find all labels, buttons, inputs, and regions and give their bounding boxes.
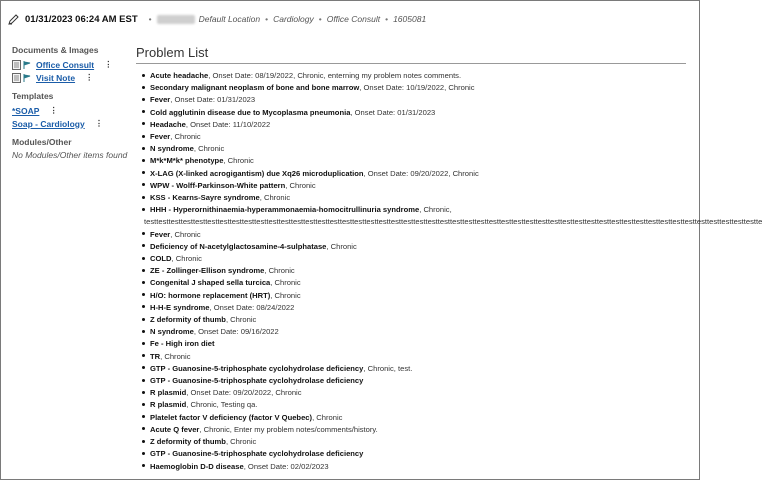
flag-icon	[23, 74, 31, 82]
problem-name: X-LAG (X-linked acrogigantism) due Xq26 microduplication	[150, 168, 364, 178]
problem-detail: , Chronic	[160, 351, 191, 361]
problem-name: Z deformity of thumb	[150, 315, 226, 325]
more-options-icon[interactable]: ⋮	[49, 105, 57, 115]
problem-detail: testtesttesttesttesttesttesttesttesttesttesttesttesttesttesttesttesttesttesttesttesttesttesttesttesttesttesttesttesttesttesttesttesttesttesttesttesttesttesttesttesttesttesttesttesttesttesttesttesttestte	[144, 217, 762, 227]
bullet-icon	[142, 342, 145, 345]
soap-template-link[interactable]: *SOAP	[12, 105, 40, 116]
bullet-icon	[142, 98, 145, 101]
redacted-provider-name	[157, 15, 195, 24]
problem-list-item	[142, 192, 686, 204]
problem-name: H-H-E syndrome	[150, 302, 210, 312]
problem-list-item	[142, 375, 686, 387]
problem-detail: , Onset Date: 09/20/2022, Chronic	[363, 168, 479, 178]
bullet-icon	[142, 318, 145, 321]
problem-name: Haemoglobin D-D disease	[150, 461, 244, 471]
bullet-icon	[142, 159, 145, 162]
edit-pen-icon[interactable]	[8, 13, 20, 25]
more-options-icon[interactable]: ⋮	[104, 59, 112, 69]
problem-detail: , Chronic, Enter my problem notes/comments/history.	[199, 424, 378, 434]
problem-detail: , Chronic	[193, 144, 225, 154]
problem-name: R plasmid	[150, 388, 187, 398]
bullet-icon	[142, 464, 145, 467]
problem-list-item	[142, 216, 762, 228]
problem-list-item	[142, 436, 686, 448]
bullet-icon	[142, 391, 145, 394]
bullet-icon	[142, 232, 145, 235]
modules-heading: Modules/Other	[12, 137, 72, 147]
problem-detail: , Chronic	[326, 241, 357, 251]
separator-dot: •	[265, 14, 269, 24]
problem-name: GTP - Guanosine-5-triphosphate cyclohydrolase deficiency	[150, 376, 364, 386]
problem-list-item	[142, 180, 686, 192]
separator-dot: •	[318, 14, 322, 24]
problem-detail: , Onset Date: 01/31/2023	[170, 95, 256, 105]
more-options-icon[interactable]: ⋮	[85, 72, 93, 82]
problem-detail: , Chronic	[264, 266, 295, 276]
problem-list-item	[142, 351, 686, 363]
template-item-soap-cardiology	[12, 117, 130, 130]
problem-list-item	[142, 107, 686, 119]
bullet-icon	[142, 171, 145, 174]
bullet-icon	[142, 379, 145, 382]
bullet-icon	[142, 269, 145, 272]
office-consult-link[interactable]: Office Consult	[36, 59, 95, 70]
problem-detail: , Onset Date: 09/20/2022, Chronic	[186, 388, 302, 398]
separator-dot: •	[385, 14, 389, 24]
problem-list-item	[142, 461, 686, 473]
problem-detail: , Chronic, Testing qa.	[186, 400, 258, 410]
problem-detail: , Chronic, test.	[363, 363, 413, 373]
problem-list-item	[142, 204, 686, 216]
problem-list-item	[142, 70, 686, 82]
bullet-icon	[142, 86, 145, 89]
problem-list-item	[142, 314, 686, 326]
bullet-icon	[142, 135, 145, 138]
problem-detail: , Chronic	[170, 132, 201, 142]
problem-detail: , Chronic	[171, 254, 202, 264]
problem-list-item	[142, 131, 686, 143]
problem-name: COLD	[150, 254, 172, 264]
problem-list-item	[142, 119, 686, 131]
problem-name: ZE - Zollinger-Ellison syndrome	[150, 266, 265, 276]
problem-detail: , Onset Date: 08/19/2022, Chronic, enterning my problem notes comments.	[208, 71, 462, 80]
problem-name: R plasmid	[150, 400, 187, 410]
encounter-datetime: 01/31/2023 06:24 AM EST	[25, 13, 138, 25]
soap-cardiology-template-link[interactable]: Soap - Cardiology	[12, 118, 85, 129]
problem-detail: , Onset Date: 02/02/2023	[243, 461, 329, 471]
bullet-icon	[142, 354, 145, 357]
problem-name: Cold agglutinin disease due to Mycoplasma pneumonia	[150, 107, 351, 117]
problem-list-item	[142, 277, 686, 289]
encounter-department: Cardiology	[273, 14, 314, 24]
problem-list-item	[142, 338, 686, 350]
problem-name: Secondary malignant neoplasm of bone and bone marrow	[150, 83, 360, 93]
document-item-office-consult	[12, 58, 130, 71]
problem-name: Acute Q fever	[150, 424, 200, 434]
problem-name: Congenital J shaped sella turcica	[150, 278, 271, 288]
encounter-visit-id: 1605081	[393, 14, 427, 24]
bullet-icon	[142, 403, 145, 406]
problem-name: Deficiency of N-acetylglactosamine-4-sulphatase	[150, 241, 327, 251]
problem-name: Fever	[150, 95, 171, 105]
visit-note-link[interactable]: Visit Note	[36, 72, 76, 83]
problem-list-item	[142, 399, 686, 411]
problem-detail: , Onset Date: 09/16/2022	[193, 327, 279, 337]
problem-list-item	[142, 253, 686, 265]
problem-list-item	[142, 448, 686, 460]
problem-list-item	[142, 302, 686, 314]
bullet-icon	[142, 452, 145, 455]
bullet-icon	[142, 257, 145, 260]
problem-list-item	[142, 326, 686, 338]
bullet-icon	[142, 293, 145, 296]
problem-name: Headache	[150, 119, 186, 129]
problem-name: WPW - Wolff-Parkinson-White pattern	[150, 180, 286, 190]
problem-name: Acute headache	[150, 71, 209, 80]
templates-heading: Templates	[12, 91, 54, 101]
bullet-icon	[142, 366, 145, 369]
sidebar	[12, 45, 130, 160]
problem-detail: , Onset Date: 10/19/2022, Chronic	[359, 83, 475, 93]
problem-detail: , Onset Date: 01/31/2023	[350, 107, 436, 117]
separator-dot: •	[148, 14, 152, 24]
encounter-header	[8, 10, 426, 28]
document-icon	[12, 73, 21, 83]
problem-list-item	[142, 229, 686, 241]
problem-name: H/O: hormone replacement (HRT)	[150, 290, 271, 300]
problem-name: KSS - Kearns-Sayre syndrome	[150, 193, 260, 203]
encounter-location: Default Location	[198, 14, 261, 24]
problem-name: Platelet factor V deficiency (factor V Quebec)	[150, 412, 313, 422]
bullet-icon	[142, 208, 145, 211]
problem-list-item	[142, 241, 686, 253]
modules-empty-message: No Modules/Other items found	[12, 150, 128, 160]
document-icon	[12, 60, 21, 70]
problem-detail: , Chronic	[270, 290, 301, 300]
bullet-icon	[142, 305, 145, 308]
problem-list-item	[142, 363, 686, 375]
problem-name: N syndrome	[150, 327, 194, 337]
problem-list-item	[142, 94, 686, 106]
template-item-soap	[12, 104, 130, 117]
problem-name: GTP - Guanosine-5-triphosphate cyclohydrolase deficiency	[150, 363, 364, 373]
problem-list-item	[142, 143, 686, 155]
bullet-icon	[142, 74, 145, 77]
bullet-icon	[142, 147, 145, 150]
bullet-icon	[142, 244, 145, 247]
document-item-visit-note	[12, 71, 130, 84]
problem-list-item	[142, 265, 686, 277]
problem-name: TR	[150, 351, 161, 361]
flag-icon	[23, 61, 31, 69]
problem-detail: , Chronic	[270, 278, 301, 288]
problem-name: Fever	[150, 132, 171, 142]
problem-list-item	[142, 412, 686, 424]
encounter-visit-type: Office Consult	[326, 14, 381, 24]
problem-list-item	[142, 290, 686, 302]
more-options-icon[interactable]: ⋮	[94, 118, 103, 128]
problem-detail: , Onset Date: 08/24/2022	[209, 302, 295, 312]
problem-name: GTP - Guanosine-5-triphosphate cyclohydrolase deficiency	[150, 449, 364, 459]
problem-name: Z deformity of thumb	[150, 437, 226, 447]
bullet-icon	[142, 415, 145, 418]
problem-detail: , Chronic	[225, 315, 257, 325]
bullet-icon	[142, 122, 145, 125]
problem-list-item	[142, 168, 686, 180]
problem-list-item	[142, 82, 686, 94]
problem-list-item	[142, 424, 686, 436]
problem-name: HHH - Hyperornithinaemia-hyperammonaemia-homocitrullinuria syndrome	[150, 205, 420, 215]
problem-detail: , Chronic	[170, 229, 201, 239]
problem-detail: , Chronic	[259, 193, 291, 203]
problem-list-item	[142, 155, 686, 167]
bullet-icon	[142, 110, 145, 113]
problem-list	[136, 70, 762, 473]
problem-list-panel	[136, 45, 762, 475]
bullet-icon	[142, 440, 145, 443]
problem-name: N syndrome	[150, 144, 194, 154]
bullet-icon	[142, 281, 145, 284]
problem-list-item	[142, 387, 686, 399]
problem-detail: , Chronic,	[419, 205, 452, 215]
problem-detail: , Onset Date: 11/10/2022	[185, 119, 271, 129]
bullet-icon	[142, 427, 145, 430]
documents-heading: Documents & Images	[12, 45, 99, 55]
bullet-icon	[142, 196, 145, 199]
problem-detail: , Chronic	[223, 156, 254, 166]
bullet-icon	[142, 183, 145, 186]
problem-list-title: Problem List	[136, 45, 686, 64]
problem-detail: , Chronic	[225, 437, 257, 447]
problem-detail: , Chronic	[285, 180, 316, 190]
problem-detail: , Chronic	[312, 412, 343, 422]
bullet-icon	[142, 330, 145, 333]
problem-name: Fe - High iron diet	[150, 339, 215, 349]
problem-name: Fever	[150, 229, 171, 239]
problem-name: M*k*M*k* phenotype	[150, 156, 224, 166]
